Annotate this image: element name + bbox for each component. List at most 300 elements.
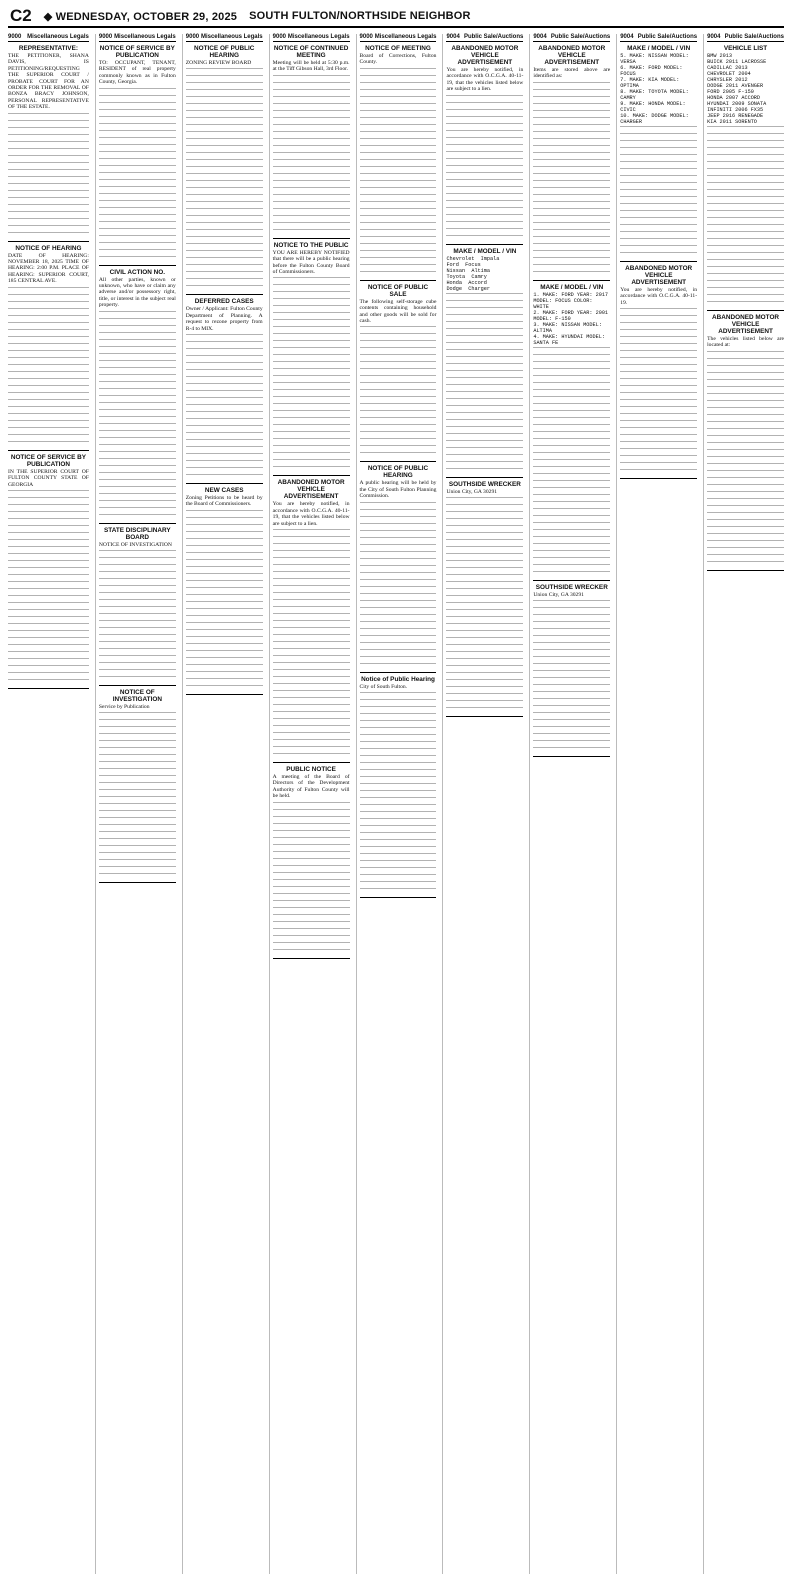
text-line-placeholder [273,921,350,927]
text-line-placeholder [533,222,610,228]
text-line-placeholder [360,769,437,775]
text-line-placeholder [8,183,89,189]
text-line-placeholder [533,271,610,277]
text-line-placeholder [360,692,437,698]
notice-divider [446,477,523,478]
text-line-placeholder [360,264,437,270]
text-line-placeholder [533,396,610,402]
text-line-placeholder [8,371,89,377]
text-line-placeholder [186,685,263,691]
text-line-placeholder [446,116,523,122]
text-line-placeholder [707,456,784,462]
text-line-placeholder [533,110,610,116]
text-line-placeholder [273,312,350,318]
text-line-placeholder [533,403,610,409]
text-line-placeholder [273,844,350,850]
text-line-placeholder [273,732,350,738]
text-line-placeholder [446,179,523,185]
text-line-placeholder [273,424,350,430]
text-line-placeholder [273,676,350,682]
text-line-placeholder [99,116,176,122]
text-line-placeholder [8,287,89,293]
text-line-placeholder [446,300,523,306]
text-line-placeholder [620,168,697,174]
text-line-placeholder [99,768,176,774]
text-line-placeholder [446,644,523,650]
text-line-placeholder [99,395,176,401]
text-line-placeholder [99,796,176,802]
notice-title: ABANDONED MOTOR VEHICLE ADVERTISEMENT [277,479,345,501]
text-line-placeholder [360,201,437,207]
text-line-placeholder [273,627,350,633]
text-line-placeholder [533,494,610,500]
text-line-placeholder [186,362,263,368]
text-line-placeholder [360,117,437,123]
text-line-placeholder [99,747,176,753]
notice-list: 5. MAKE: NISSAN MODEL: VERSA 6. MAKE: FORD MODEL: FOCUS 7. MAKE: KIA MODEL: OPTIMA 8. MAKE: TOYOTA MODEL: CAMRY 9. MAKE: HONDA MODEL: CIVIC 10. MAKE: DODGE MODEL: CHARGER [620,53,689,125]
legals-column [269,34,350,1574]
text-line-placeholder [99,228,176,234]
text-line-placeholder [8,581,89,587]
text-line-placeholder [360,713,437,719]
text-line-placeholder [99,388,176,394]
text-line-placeholder [186,285,263,291]
text-line-placeholder [99,214,176,220]
notice-divider [446,244,523,245]
notice-body: You are hereby notified, in accordance with O.C.G.A. 40-11-19. [620,287,698,306]
text-line-placeholder [360,208,437,214]
text-line-placeholder [99,235,176,241]
text-line-placeholder [8,308,89,314]
text-line-placeholder [99,346,176,352]
text-line-placeholder [533,103,610,109]
text-line-placeholder [8,560,89,566]
notice-list: BMW 2013 BUICK 2011 LACROSSE CADILLAC 2013 CHEVROLET 2004 CHRYSLER 2012 DODGE 2011 AVENGER FORD 2005 F-150 HONDA 2007 ACCORD HYUNDAI 2009 SONATA INFINITI 2006 FX35 JEEP 2016 RENEGADE KIA 2011 SORENTO [707,53,767,125]
text-line-placeholder [99,88,176,94]
text-line-placeholder [707,294,784,300]
text-line-placeholder [620,133,697,139]
text-line-placeholder [186,573,263,579]
text-line-placeholder [8,141,89,147]
text-line-placeholder [533,726,610,732]
text-line-placeholder [446,314,523,320]
text-line-placeholder [707,470,784,476]
text-line-placeholder [707,140,784,146]
text-line-placeholder [273,389,350,395]
text-line-placeholder [273,662,350,668]
text-line-placeholder [620,413,697,419]
text-line-placeholder [620,469,697,475]
text-line-placeholder [360,187,437,193]
text-line-placeholder [8,329,89,335]
legals-column [442,34,523,1574]
notice-body: Service by Publication [98,704,150,711]
column-category-name: Miscellaneous Legals [114,34,176,40]
text-line-placeholder [99,831,176,837]
text-line-placeholder [707,449,784,455]
text-line-placeholder [446,525,523,531]
notice-body: Zoning Petitions to be heard by the Board of Commissioners. [185,495,263,508]
text-line-placeholder [533,656,610,662]
text-line-placeholder [360,811,437,817]
text-line-placeholder [99,437,176,443]
text-line-placeholder [273,152,350,158]
text-line-placeholder [360,368,437,374]
section-title: SOUTH FULTON/NORTHSIDE NEIGHBOR [249,10,471,22]
notice-body: All other parties, known or unknown, who have or claim any adverse and/or possessory right, title, or interest in the subject real property. [98,276,176,309]
text-line-placeholder [446,335,523,341]
text-line-placeholder [273,746,350,752]
text-line-placeholder [273,599,350,605]
text-line-placeholder [8,595,89,601]
text-line-placeholder [8,162,89,168]
notice-divider [186,294,263,295]
text-line-placeholder [707,301,784,307]
notice-body: IN THE SUPERIOR COURT OF FULTON COUNTY STATE OF GEORGIA [8,468,89,488]
notice-body: A meeting of the Board of Directors of the Development Authority of Fulton County will be held. [272,774,350,800]
text-line-placeholder [99,845,176,851]
text-line-placeholder [273,879,350,885]
text-line-placeholder [99,571,176,577]
text-line-placeholder [533,670,610,676]
text-line-placeholder [99,775,176,781]
text-line-placeholder [533,642,610,648]
text-line-placeholder [273,459,350,465]
text-line-placeholder [620,329,697,335]
page-number: C2 [10,6,32,25]
text-line-placeholder [620,203,697,209]
text-line-placeholder [99,158,176,164]
text-line-placeholder [99,339,176,345]
text-line-placeholder [99,137,176,143]
legal-notices-columns [8,34,784,1574]
text-line-placeholder [99,102,176,108]
text-line-placeholder [533,557,610,563]
text-line-placeholder [446,630,523,636]
text-line-placeholder [99,172,176,178]
text-line-placeholder [707,498,784,504]
text-line-placeholder [620,217,697,223]
text-line-placeholder [8,413,89,419]
text-line-placeholder [273,942,350,948]
text-line-placeholder [360,236,437,242]
text-line-placeholder [360,649,437,655]
text-line-placeholder [8,588,89,594]
text-line-placeholder [186,250,263,256]
text-line-placeholder [273,229,350,235]
text-line-placeholder [533,508,610,514]
text-line-placeholder [360,551,437,557]
text-line-placeholder [707,533,784,539]
text-line-placeholder [446,518,523,524]
text-line-placeholder [99,852,176,858]
text-line-placeholder [707,414,784,420]
text-line-placeholder [446,588,523,594]
column-header [186,34,263,42]
text-line-placeholder [360,333,437,339]
text-line-placeholder [8,567,89,573]
notice-title: NOTICE TO THE PUBLIC [273,241,349,249]
text-line-placeholder [533,635,610,641]
text-line-placeholder [707,554,784,560]
text-line-placeholder [360,600,437,606]
text-line-placeholder [446,679,523,685]
text-line-placeholder [186,545,263,551]
text-line-placeholder [186,474,263,480]
text-line-placeholder [8,357,89,363]
notice-body: Items are stored above are identified as: [533,67,611,80]
text-line-placeholder [99,620,176,626]
text-line-placeholder [360,75,437,81]
text-line-placeholder [446,200,523,206]
text-line-placeholder [446,574,523,580]
text-line-placeholder [8,672,89,678]
text-line-placeholder [273,410,350,416]
text-line-placeholder [99,144,176,150]
text-line-placeholder [99,416,176,422]
text-line-placeholder [8,197,89,203]
text-line-placeholder [533,684,610,690]
notice-title: SOUTHSIDE WRECKER [448,480,521,488]
text-line-placeholder [620,245,697,251]
text-line-placeholder [273,131,350,137]
notice-title: MAKE / MODEL / VIN [627,45,691,52]
text-line-placeholder [99,200,176,206]
notice-body: TO: OCCUPANT, TENANT, RESIDENT of real property commonly known as in Fulton County, Georgia. [98,60,176,86]
text-line-placeholder [533,201,610,207]
text-line-placeholder [99,669,176,675]
text-line-placeholder [707,428,784,434]
column-category-name: Public Sale/Auctions [637,34,698,40]
text-line-placeholder [273,201,350,207]
notice-divider [8,241,89,242]
text-line-placeholder [273,543,350,549]
text-line-placeholder [273,326,350,332]
text-line-placeholder [446,567,523,573]
notice-title: PUBLIC NOTICE [286,766,336,774]
text-line-placeholder [533,522,610,528]
column-category-code: 9000 [8,34,22,40]
text-line-placeholder [186,453,263,459]
text-line-placeholder [8,169,89,175]
text-line-placeholder [620,231,697,237]
text-line-placeholder [360,593,437,599]
notice-title: NOTICE OF INVESTIGATION [112,689,162,704]
text-line-placeholder [620,385,697,391]
text-line-placeholder [273,550,350,556]
text-line-placeholder [186,173,263,179]
text-line-placeholder [533,243,610,249]
text-line-placeholder [446,693,523,699]
notice-divider [446,716,523,717]
text-line-placeholder [446,405,523,411]
text-line-placeholder [533,733,610,739]
text-line-placeholder [533,250,610,256]
text-line-placeholder [273,417,350,423]
text-line-placeholder [8,511,89,517]
text-line-placeholder [360,180,437,186]
text-line-placeholder [360,215,437,221]
text-line-placeholder [99,95,176,101]
text-line-placeholder [8,315,89,321]
text-line-placeholder [360,755,437,761]
text-line-placeholder [99,824,176,830]
column-category-name: Public Sale/Auctions [724,34,784,40]
text-line-placeholder [446,602,523,608]
text-line-placeholder [186,411,263,417]
text-line-placeholder [446,293,523,299]
text-line-placeholder [186,531,263,537]
legals-column [703,34,784,1574]
text-line-placeholder [99,311,176,317]
text-line-placeholder [99,151,176,157]
text-line-placeholder [273,669,350,675]
text-line-placeholder [707,358,784,364]
text-line-placeholder [360,656,437,662]
text-line-placeholder [360,361,437,367]
text-line-placeholder [186,439,263,445]
text-line-placeholder [273,438,350,444]
text-line-placeholder [186,397,263,403]
column-category-code: 9000 [98,34,113,40]
notice-body: The vehicles listed below are located at: [707,336,784,349]
notice-body: ZONING REVIEW BOARD [185,60,252,66]
text-line-placeholder [533,501,610,507]
text-line-placeholder [446,623,523,629]
text-line-placeholder [533,347,610,353]
text-line-placeholder [273,557,350,563]
text-line-placeholder [360,382,437,388]
text-line-placeholder [533,677,610,683]
text-line-placeholder [273,620,350,626]
text-line-placeholder [186,615,263,621]
text-line-placeholder [446,581,523,587]
text-line-placeholder [360,825,437,831]
dateline: ◆ WEDNESDAY, OCTOBER 29, 2025 [43,10,238,23]
text-line-placeholder [273,809,350,815]
text-line-placeholder [360,96,437,102]
text-line-placeholder [273,354,350,360]
text-line-placeholder [707,133,784,139]
text-line-placeholder [273,173,350,179]
text-line-placeholder [99,360,176,366]
text-line-placeholder [99,325,176,331]
notice-title: Notice of Public Hearing [361,675,435,683]
notice-body: YOU ARE HEREBY NOTIFIED that there will be a public hearing before the Fulton County Board of Commissioners. [272,249,350,276]
text-line-placeholder [533,719,610,725]
text-line-placeholder [186,425,263,431]
text-line-placeholder [186,264,263,270]
text-line-placeholder [8,434,89,440]
text-line-placeholder [273,683,350,689]
text-line-placeholder [533,131,610,137]
column-category-code: 9004 [620,34,634,40]
text-line-placeholder [8,392,89,398]
notice-divider [707,310,784,311]
text-line-placeholder [273,82,350,88]
text-line-placeholder [446,109,523,115]
text-line-placeholder [360,797,437,803]
text-line-placeholder [707,386,784,392]
text-line-placeholder [446,144,523,150]
notice-title: CIVIL ACTION NO. [109,268,166,276]
text-line-placeholder [533,663,610,669]
text-line-placeholder [446,461,523,467]
text-line-placeholder [707,273,784,279]
text-line-placeholder [707,168,784,174]
text-line-placeholder [8,120,89,126]
text-line-placeholder [273,816,350,822]
text-line-placeholder [186,559,263,565]
text-line-placeholder [360,748,437,754]
text-line-placeholder [620,161,697,167]
text-line-placeholder [273,858,350,864]
text-line-placeholder [533,543,610,549]
text-line-placeholder [533,166,610,172]
text-line-placeholder [360,860,437,866]
text-line-placeholder [533,375,610,381]
text-line-placeholder [533,117,610,123]
text-line-placeholder [446,497,523,503]
text-line-placeholder [273,648,350,654]
text-line-placeholder [446,214,523,220]
text-line-placeholder [446,672,523,678]
text-line-placeholder [273,159,350,165]
text-line-placeholder [533,187,610,193]
column-category-code: 9004 [533,34,547,40]
text-line-placeholder [186,678,263,684]
text-line-placeholder [8,336,89,342]
text-line-placeholder [99,402,176,408]
text-line-placeholder [99,430,176,436]
text-line-placeholder [186,348,263,354]
text-line-placeholder [99,451,176,457]
text-line-placeholder [186,166,263,172]
text-line-placeholder [99,733,176,739]
text-line-placeholder [273,445,350,451]
text-line-placeholder [99,221,176,227]
text-line-placeholder [186,594,263,600]
text-line-placeholder [707,505,784,511]
text-line-placeholder [446,356,523,362]
text-line-placeholder [8,602,89,608]
text-line-placeholder [273,949,350,955]
text-line-placeholder [360,832,437,838]
text-line-placeholder [186,355,263,361]
text-line-placeholder [273,431,350,437]
text-line-placeholder [533,740,610,746]
text-line-placeholder [273,704,350,710]
text-line-placeholder [273,103,350,109]
notice-divider [360,897,437,898]
text-line-placeholder [273,187,350,193]
text-line-placeholder [99,726,176,732]
text-line-placeholder [8,113,89,119]
text-line-placeholder [186,538,263,544]
column-category-name: Miscellaneous Legals [287,34,350,40]
text-line-placeholder [360,410,437,416]
text-line-placeholder [360,642,437,648]
text-line-placeholder [360,663,437,669]
text-line-placeholder [360,628,437,634]
text-line-placeholder [99,803,176,809]
text-line-placeholder [8,232,89,238]
text-line-placeholder [99,486,176,492]
text-line-placeholder [99,662,176,668]
text-line-placeholder [620,350,697,356]
notice-divider [533,580,610,581]
text-line-placeholder [99,838,176,844]
